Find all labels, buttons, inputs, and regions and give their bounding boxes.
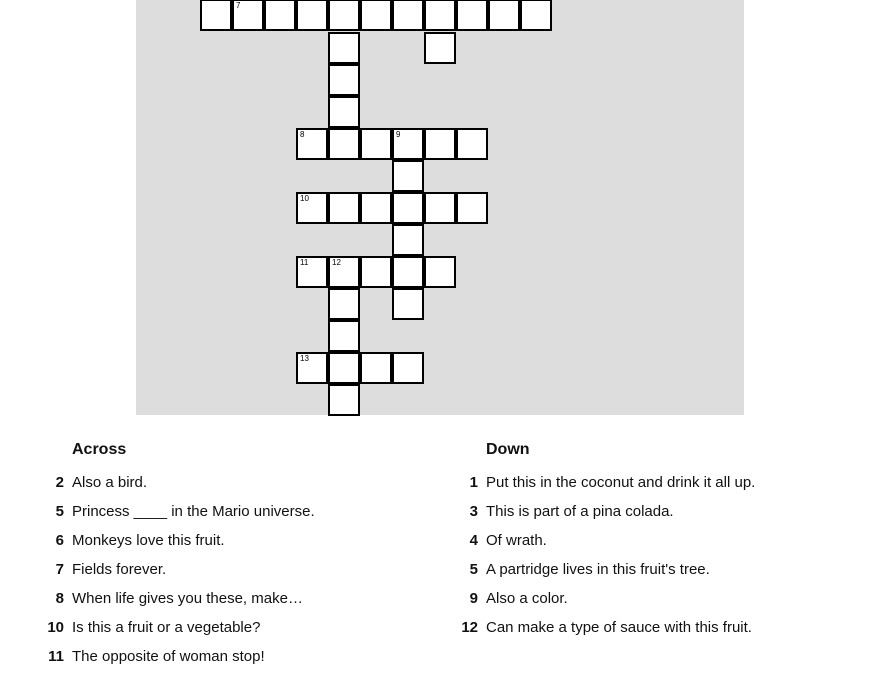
down-clues — [444, 440, 864, 647]
clue-number: 10 — [47, 619, 64, 636]
grid-cell[interactable] — [328, 288, 360, 320]
clue-text: Of wrath. — [486, 532, 547, 549]
grid-cell[interactable] — [328, 96, 360, 128]
grid-cell[interactable] — [328, 320, 360, 352]
down-clue[interactable] — [444, 531, 864, 560]
grid-cell[interactable] — [392, 192, 424, 224]
grid-cell[interactable] — [328, 64, 360, 96]
across-clue[interactable] — [30, 589, 430, 618]
grid-cell[interactable] — [392, 160, 424, 192]
clue-text: Is this a fruit or a vegetable? — [72, 619, 261, 636]
grid-cell[interactable] — [328, 128, 360, 160]
grid-cell[interactable] — [328, 384, 360, 416]
clue-text: A partridge lives in this fruit's tree. — [486, 561, 710, 578]
clue-text: Also a color. — [486, 590, 568, 607]
grid-cell[interactable] — [296, 128, 328, 160]
cell-number: 7 — [236, 1, 241, 10]
clue-text: This is part of a pina colada. — [486, 503, 674, 520]
clue-number: 5 — [469, 561, 478, 578]
clue-text: Also a bird. — [72, 474, 148, 491]
grid-cell[interactable] — [424, 192, 456, 224]
grid-cell[interactable] — [424, 128, 456, 160]
grid-cell[interactable] — [392, 128, 424, 160]
grid-cell[interactable] — [360, 128, 392, 160]
cell-number: 12 — [332, 258, 341, 267]
across-clue[interactable] — [30, 647, 430, 676]
clue-number: 2 — [55, 474, 64, 491]
grid-cell[interactable] — [360, 0, 392, 31]
grid-cell[interactable] — [424, 0, 456, 31]
grid-cell[interactable] — [328, 0, 360, 31]
crossword-grid — [136, 0, 744, 415]
clue-number: 7 — [55, 561, 64, 578]
grid-cell[interactable] — [360, 352, 392, 384]
clue-number: 9 — [469, 590, 478, 607]
across-clue[interactable] — [30, 531, 430, 560]
clue-text: The opposite of woman stop! — [72, 648, 265, 665]
cell-number: 8 — [300, 130, 305, 139]
grid-cell[interactable] — [360, 192, 392, 224]
grid-cell[interactable] — [328, 192, 360, 224]
grid-cell[interactable] — [520, 0, 552, 31]
clue-number: 12 — [461, 619, 478, 636]
grid-cell[interactable] — [296, 192, 328, 224]
clue-text: When life gives you these, make… — [72, 590, 303, 607]
down-heading: Down — [486, 441, 530, 458]
grid-cell[interactable] — [200, 0, 232, 31]
across-clue[interactable] — [30, 560, 430, 589]
grid-cell[interactable] — [392, 0, 424, 31]
grid-cell[interactable] — [328, 256, 360, 288]
clue-text: Princess ____ in the Mario universe. — [72, 503, 315, 520]
grid-cell[interactable] — [232, 0, 264, 31]
grid-cell[interactable] — [392, 288, 424, 320]
cell-number: 13 — [300, 354, 309, 363]
grid-cell[interactable] — [456, 192, 488, 224]
clue-number: 3 — [469, 503, 478, 520]
clue-number: 11 — [48, 648, 64, 665]
across-heading: Across — [72, 441, 127, 458]
clue-number: 4 — [469, 532, 478, 549]
clue-number: 5 — [55, 503, 64, 520]
clue-text: Put this in the coconut and drink it all up. — [486, 474, 756, 491]
grid-cell[interactable] — [456, 0, 488, 31]
clue-number: 8 — [55, 590, 64, 607]
clue-number: 1 — [469, 474, 478, 491]
across-clue[interactable] — [30, 473, 430, 502]
cell-number: 10 — [300, 194, 309, 203]
down-clue[interactable] — [444, 502, 864, 531]
grid-cell[interactable] — [392, 224, 424, 256]
clue-text: Monkeys love this fruit. — [72, 532, 225, 549]
across-clue[interactable] — [30, 618, 430, 647]
grid-cell[interactable] — [264, 0, 296, 31]
grid-cell[interactable] — [328, 352, 360, 384]
grid-cell[interactable] — [392, 256, 424, 288]
cell-number: 11 — [300, 258, 309, 267]
clue-number: 6 — [55, 532, 64, 549]
grid-cell[interactable] — [456, 128, 488, 160]
grid-cell[interactable] — [424, 32, 456, 64]
cell-number: 9 — [396, 130, 401, 139]
down-clue[interactable] — [444, 473, 864, 502]
grid-cell[interactable] — [296, 352, 328, 384]
down-clue[interactable] — [444, 589, 864, 618]
across-clue[interactable] — [30, 502, 430, 531]
grid-cell[interactable] — [392, 352, 424, 384]
grid-cell[interactable] — [296, 256, 328, 288]
grid-cell[interactable] — [424, 256, 456, 288]
grid-cell[interactable] — [360, 256, 392, 288]
down-clue[interactable] — [444, 618, 864, 647]
grid-cell[interactable] — [488, 0, 520, 31]
grid-cell[interactable] — [296, 0, 328, 31]
clue-text: Fields forever. — [72, 561, 167, 578]
down-clue[interactable] — [444, 560, 864, 589]
grid-cell[interactable] — [328, 32, 360, 64]
clue-text: Can make a type of sauce with this fruit. — [486, 619, 752, 636]
across-clues — [30, 440, 430, 676]
